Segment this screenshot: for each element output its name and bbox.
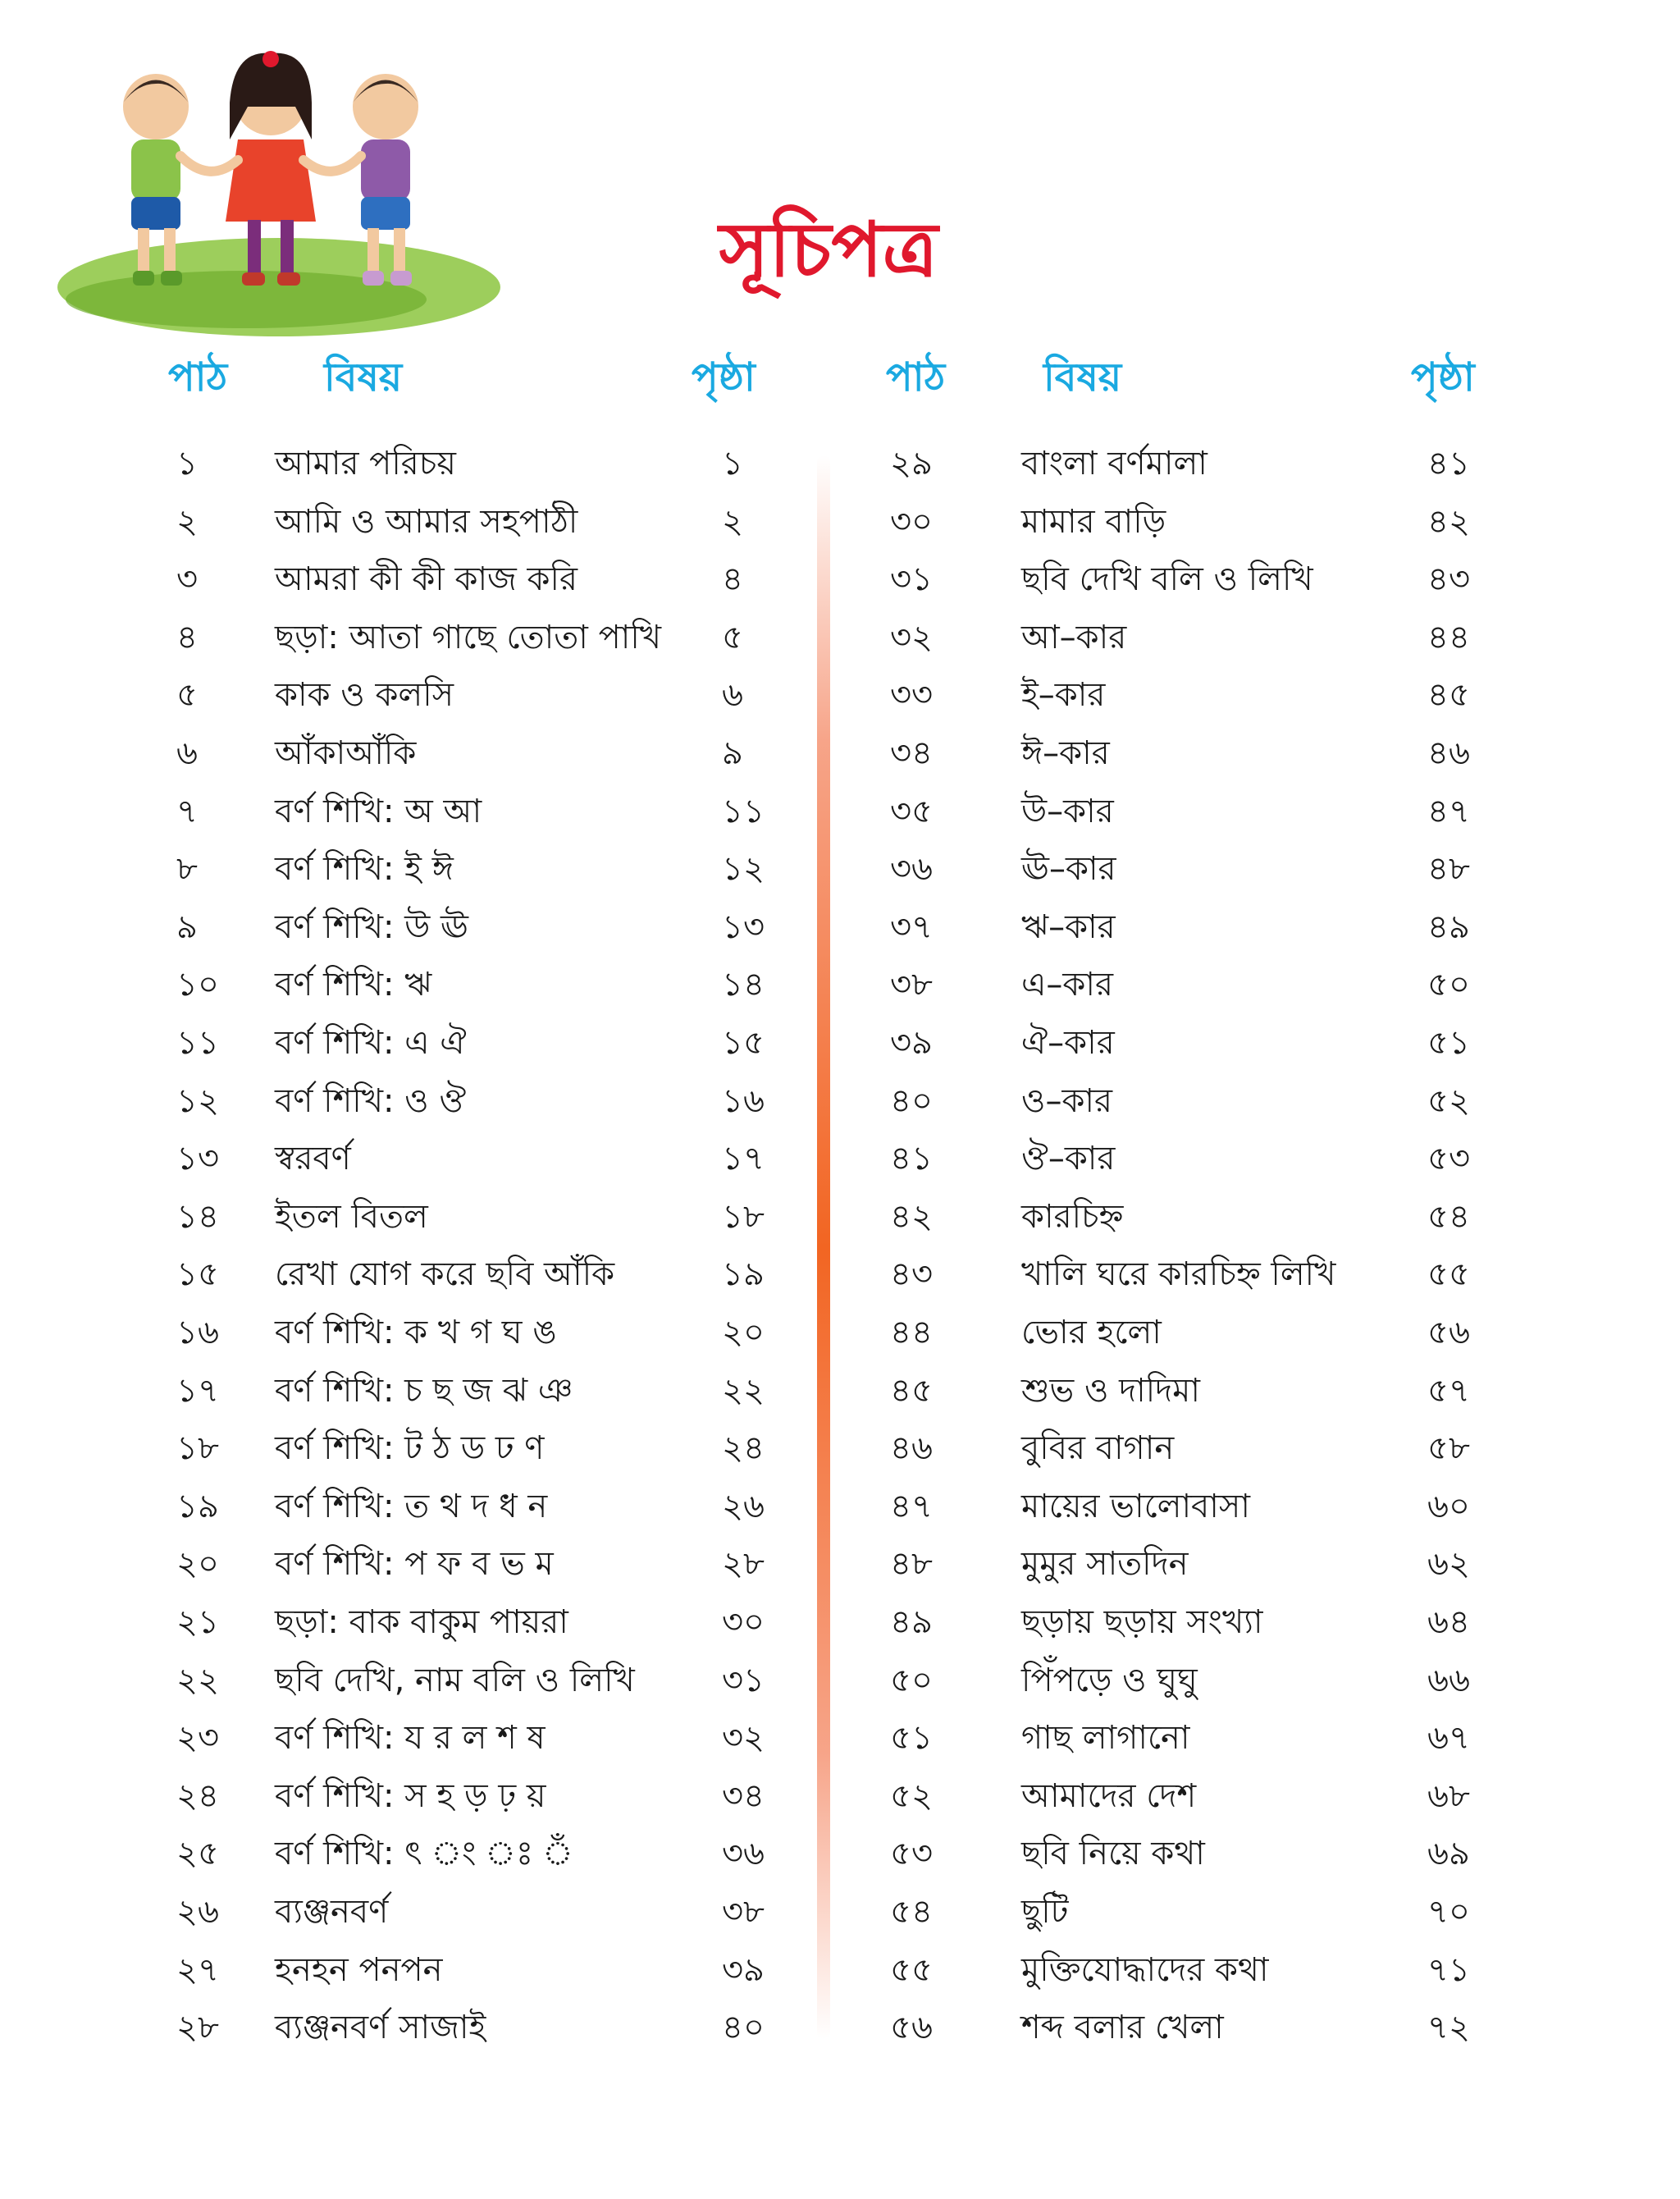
- page-number: ৬৭: [1427, 1719, 1471, 1758]
- contents-row: [176, 783, 800, 840]
- lesson-number: ২৪: [176, 1776, 219, 1815]
- lesson-number: ৪৩: [890, 1255, 933, 1294]
- lesson-subject: ছুটি: [1021, 1893, 1069, 1931]
- page-number: ৫৫: [1427, 1255, 1470, 1294]
- lesson-subject: বর্ণ শিখি: ৎ ং ঃ ঁ: [275, 1835, 573, 1873]
- lesson-subject: বর্ণ শিখি: এ ঐ: [275, 1024, 467, 1062]
- page-number: ১২: [722, 850, 765, 889]
- contents-row: [890, 1304, 1489, 1361]
- lesson-number: ৩: [176, 560, 199, 599]
- lesson-number: ৫১: [890, 1719, 933, 1758]
- page-number: ২২: [722, 1371, 765, 1410]
- lesson-number: ৪৬: [890, 1429, 933, 1468]
- lesson-number: ৩৫: [890, 792, 933, 830]
- page-number: ৬৬: [1427, 1661, 1471, 1699]
- page-number: ২৮: [722, 1545, 765, 1584]
- lesson-subject: ঈ–কার: [1021, 734, 1110, 772]
- lesson-number: ৪৭: [890, 1487, 933, 1525]
- contents-row: [176, 1420, 800, 1477]
- page-number: ২০: [722, 1314, 765, 1351]
- lesson-number: ২৮: [176, 2009, 219, 2047]
- lesson-number: ৪০: [890, 1081, 933, 1120]
- page-number: ৫১: [1427, 1024, 1470, 1062]
- lesson-subject: বর্ণ শিখি: চ ছ জ ঝ ঞ: [275, 1371, 573, 1410]
- contents-row: [890, 1478, 1489, 1535]
- lesson-number: ৬: [176, 734, 199, 772]
- contents-row: [176, 956, 800, 1013]
- lesson-number: ২: [176, 502, 199, 541]
- contents-row: [176, 725, 800, 782]
- contents-row: [176, 1825, 800, 1882]
- page-title: সূচিপত্র: [719, 206, 938, 294]
- lesson-number: ২৬: [176, 1893, 220, 1931]
- page-number: ৬২: [1427, 1545, 1471, 1584]
- page-number: ১৩: [722, 907, 765, 946]
- contents-row: [176, 1709, 800, 1767]
- lesson-subject: কাক ও কলসি: [275, 676, 454, 715]
- page-number: ৫৪: [1427, 1197, 1470, 1236]
- contents-row: [890, 956, 1489, 1013]
- page-number: ৪৭: [1427, 792, 1470, 830]
- lesson-subject: বর্ণ শিখি: উ ঊ: [275, 907, 469, 946]
- contents-row: [176, 1362, 800, 1420]
- lesson-subject: ব্যঞ্জনবর্ণ: [275, 1893, 389, 1931]
- lesson-subject: আমি ও আমার সহপাঠী: [275, 502, 578, 541]
- lesson-subject: বর্ণ শিখি: ট ঠ ড ঢ ণ: [275, 1429, 545, 1468]
- page-number: ৪৮: [1427, 850, 1470, 889]
- page-number: ৫৩: [1427, 1140, 1470, 1178]
- contents-row: [890, 551, 1489, 608]
- contents-row: [890, 1072, 1489, 1130]
- contents-row: [890, 1941, 1489, 1999]
- page-number: ৪৩: [1427, 560, 1470, 599]
- lesson-subject: রেখা যোগ করে ছবি আঁকি: [275, 1255, 615, 1294]
- page-number: ৪২: [1427, 502, 1470, 541]
- lesson-subject: ঊ–কার: [1021, 850, 1116, 889]
- lesson-subject: মামার বাড়ি: [1021, 502, 1166, 541]
- contents-row: [890, 1246, 1489, 1303]
- contents-row: [890, 1130, 1489, 1187]
- contents-row: [890, 725, 1489, 782]
- lesson-subject: আমাদের দেশ: [1021, 1776, 1197, 1815]
- contents-row: [176, 1883, 800, 1941]
- lesson-subject: কারচিহ্ন: [1021, 1197, 1124, 1236]
- lesson-number: ২১: [176, 1603, 219, 1641]
- contents-row: [890, 1767, 1489, 1825]
- lesson-subject: বর্ণ শিখি: স হ ড় ঢ় য়: [275, 1776, 546, 1815]
- page-number: ৯: [722, 734, 743, 772]
- page-number: ৪৬: [1427, 734, 1470, 772]
- page-number: ৪: [722, 560, 743, 599]
- lesson-subject: আঁকাআঁকি: [275, 734, 417, 772]
- contents-row: [176, 1535, 800, 1593]
- contents-row: [176, 1478, 800, 1535]
- lesson-subject: হনহন পনপন: [275, 1950, 443, 1989]
- contents-row: [176, 898, 800, 956]
- lesson-subject: খালি ঘরে কারচিহ্ন লিখি: [1021, 1255, 1336, 1294]
- contents-row: [176, 1072, 800, 1130]
- contents-row: [890, 783, 1489, 840]
- page-number: ৩৯: [722, 1950, 765, 1989]
- lesson-subject: মায়ের ভালোবাসা: [1021, 1487, 1250, 1525]
- page-number: ২: [722, 502, 744, 541]
- contents-row: [890, 1999, 1489, 2056]
- lesson-number: ৫২: [890, 1776, 933, 1815]
- lesson-subject: ছবি দেখি, নাম বলি ও লিখি: [275, 1661, 635, 1699]
- lesson-subject: বর্ণ শিখি: ঋ: [275, 966, 432, 1004]
- lesson-number: ৫: [176, 676, 198, 715]
- lesson-number: ৩৪: [890, 734, 933, 772]
- lesson-subject: বর্ণ শিখি: ত থ দ ধ ন: [275, 1487, 548, 1525]
- lesson-subject: শুভ ও দাদিমা: [1021, 1371, 1200, 1410]
- page-number: ৪০: [722, 2009, 765, 2047]
- page-number: ২৬: [722, 1487, 765, 1525]
- lesson-subject: মুক্তিযোদ্ধাদের কথা: [1021, 1950, 1269, 1989]
- lesson-subject: স্বরবর্ণ: [275, 1140, 351, 1178]
- contents-row: [176, 1941, 800, 1999]
- lesson-subject: পিঁপড়ে ও ঘুঘু: [1021, 1661, 1198, 1699]
- lesson-number: ৫০: [890, 1661, 933, 1699]
- lesson-subject: বর্ণ শিখি: য র ল শ ষ: [275, 1719, 546, 1758]
- page-number: ৫২: [1427, 1081, 1470, 1120]
- lesson-subject: ছড়া: বাক বাকুম পায়রা: [275, 1603, 568, 1641]
- contents-row: [890, 1362, 1489, 1420]
- contents-row: [176, 1767, 800, 1825]
- lesson-number: ৪: [176, 618, 198, 656]
- page-number: ১৪: [722, 966, 765, 1004]
- lesson-subject: গাছ লাগানো: [1021, 1719, 1190, 1758]
- contents-row: [890, 1014, 1489, 1072]
- lesson-subject: ঔ–কার: [1021, 1140, 1116, 1178]
- lesson-number: ১৪: [176, 1197, 219, 1236]
- lesson-number: ২৭: [176, 1950, 220, 1989]
- lesson-number: ১২: [176, 1081, 219, 1120]
- contents-row: [890, 1420, 1489, 1477]
- page-number: ৫৮: [1427, 1429, 1470, 1468]
- page-number: ৪৫: [1427, 676, 1470, 715]
- column-divider: [817, 455, 830, 2039]
- lesson-subject: মুমুর সাতদিন: [1021, 1545, 1189, 1584]
- lesson-number: ১৩: [176, 1140, 219, 1178]
- contents-row: [890, 1883, 1489, 1941]
- lesson-number: ১১: [176, 1024, 219, 1062]
- lesson-number: ২২: [176, 1661, 220, 1699]
- contents-row: [176, 666, 800, 724]
- lesson-number: ১০: [176, 966, 219, 1004]
- contents-row: [176, 1188, 800, 1246]
- page-number: ২৪: [722, 1429, 765, 1468]
- header-lesson-right: পাঠ: [886, 354, 946, 400]
- contents-row: [176, 1999, 800, 2056]
- contents-row: [176, 1593, 800, 1651]
- lesson-number: ১৯: [176, 1487, 219, 1525]
- lesson-subject: আমরা কী কী কাজ করি: [275, 560, 578, 599]
- contents-row: [176, 1652, 800, 1709]
- lesson-number: ১: [176, 445, 198, 482]
- page-number: ৩৮: [722, 1893, 765, 1931]
- lesson-number: ৮: [176, 850, 198, 889]
- lesson-subject: বুবির বাগান: [1021, 1429, 1175, 1468]
- page-number: ৬৪: [1427, 1603, 1470, 1641]
- lesson-number: ৭: [176, 792, 199, 830]
- lesson-subject: আমার পরিচয়: [275, 445, 456, 482]
- lesson-number: ৩৯: [890, 1024, 933, 1062]
- contents-row: [890, 609, 1489, 666]
- lesson-number: ২০: [176, 1545, 220, 1584]
- lesson-subject: ও–কার: [1021, 1081, 1113, 1120]
- contents-row: [176, 1014, 800, 1072]
- lesson-number: ২৯: [890, 445, 933, 482]
- lesson-subject: ব্যঞ্জনবর্ণ সাজাই: [275, 2009, 486, 2047]
- lesson-subject: ছবি দেখি বলি ও লিখি: [1021, 560, 1313, 599]
- lesson-number: ৩২: [890, 618, 934, 656]
- page-number: ১: [722, 445, 743, 482]
- lesson-number: ৪২: [890, 1197, 933, 1236]
- lesson-number: ৩০: [890, 502, 934, 541]
- contents-row: [890, 1709, 1489, 1767]
- page-number: ১৭: [722, 1140, 765, 1178]
- page-number: ৩৬: [722, 1835, 765, 1873]
- header-subject-right: বিষয়: [1043, 354, 1122, 400]
- contents-row: [890, 666, 1489, 724]
- page-number: ৩৪: [722, 1776, 765, 1815]
- contents-row: [890, 493, 1489, 551]
- contents-row: [176, 1304, 800, 1361]
- page-number: ৭২: [1427, 2009, 1471, 2047]
- page-number: ৬: [722, 676, 744, 715]
- lesson-subject: ছড়া: আতা গাছে তোতা পাখি: [275, 618, 662, 656]
- page-number: ৫০: [1427, 966, 1470, 1004]
- contents-row: [890, 1825, 1489, 1882]
- lesson-number: ৩১: [890, 560, 933, 599]
- lesson-subject: ঐ–কার: [1021, 1024, 1115, 1062]
- page-number: ৩০: [722, 1603, 765, 1641]
- contents-row: [890, 1593, 1489, 1651]
- lesson-subject: উ–কার: [1021, 792, 1114, 830]
- lesson-number: ১৮: [176, 1429, 219, 1468]
- lesson-subject: বর্ণ শিখি: ক খ গ ঘ ঙ: [275, 1314, 557, 1351]
- page-number: ৩১: [722, 1661, 765, 1699]
- lesson-subject: বাংলা বর্ণমালা: [1021, 445, 1208, 482]
- header-page-left: পৃষ্ঠা: [692, 354, 756, 400]
- lesson-subject: ইতল বিতল: [275, 1197, 428, 1236]
- page-number: ১৫: [722, 1024, 765, 1062]
- lesson-subject: ঋ–কার: [1021, 907, 1116, 946]
- page-number: ৭০: [1427, 1893, 1471, 1931]
- lesson-number: ২৫: [176, 1835, 219, 1873]
- lesson-number: ৫৪: [890, 1893, 933, 1931]
- lesson-number: ৪৯: [890, 1603, 933, 1641]
- header-subject-left: বিষয়: [324, 354, 403, 400]
- lesson-subject: ভোর হলো: [1021, 1314, 1162, 1351]
- contents-row: [890, 1188, 1489, 1246]
- contents-row: [890, 435, 1489, 492]
- page-number: ৬৯: [1427, 1835, 1470, 1873]
- lesson-number: ৩৮: [890, 966, 933, 1004]
- contents-row: [176, 609, 800, 666]
- lesson-subject: ছবি নিয়ে কথা: [1021, 1835, 1205, 1873]
- lesson-subject: বর্ণ শিখি: প ফ ব ভ ম: [275, 1545, 554, 1584]
- contents-row: [176, 551, 800, 608]
- header-page-right: পৃষ্ঠা: [1411, 354, 1475, 400]
- page-number: ৪১: [1427, 445, 1470, 482]
- lesson-number: ৫৩: [890, 1835, 933, 1873]
- page-number: ১১: [722, 792, 765, 830]
- lesson-subject: ছড়ায় ছড়ায় সংখ্যা: [1021, 1603, 1263, 1641]
- lesson-number: ৩৭: [890, 907, 934, 946]
- lesson-subject: এ–কার: [1021, 966, 1114, 1004]
- page-number: ৫৭: [1427, 1371, 1470, 1410]
- lesson-number: ১৬: [176, 1314, 219, 1351]
- page-number: ১৮: [722, 1197, 765, 1236]
- lesson-number: ৪৪: [890, 1314, 933, 1351]
- page-number: ৩২: [722, 1719, 765, 1758]
- page-number: ১৬: [722, 1081, 765, 1120]
- page-number: ৬০: [1427, 1487, 1471, 1525]
- lesson-subject: বর্ণ শিখি: ও ঔ: [275, 1081, 467, 1120]
- lesson-number: ৪৫: [890, 1371, 933, 1410]
- page-number: ৭১: [1427, 1950, 1470, 1989]
- contents-row: [890, 1535, 1489, 1593]
- lesson-subject: বর্ণ শিখি: অ আ: [275, 792, 482, 830]
- contents-row: [176, 493, 800, 551]
- lesson-number: ৫৬: [890, 2009, 933, 2047]
- page-number: ৬৮: [1427, 1776, 1470, 1815]
- lesson-subject: ই–কার: [1021, 676, 1106, 715]
- lesson-subject: আ–কার: [1021, 618, 1127, 656]
- lesson-number: ৩৩: [890, 676, 934, 715]
- page-number: ৪৪: [1427, 618, 1470, 656]
- lesson-number: ৪৮: [890, 1545, 933, 1584]
- page-number: ১৯: [722, 1255, 765, 1294]
- contents-row: [176, 435, 800, 492]
- contents-row: [176, 1130, 800, 1187]
- lesson-number: ২৩: [176, 1719, 220, 1758]
- contents-row: [890, 1652, 1489, 1709]
- lesson-subject: শব্দ বলার খেলা: [1021, 2009, 1224, 2047]
- contents-row: [176, 840, 800, 898]
- lesson-subject: বর্ণ শিখি: ই ঈ: [275, 850, 454, 889]
- lesson-number: ১৭: [176, 1371, 219, 1410]
- contents-row: [176, 1246, 800, 1303]
- contents-row: [890, 898, 1489, 956]
- lesson-number: ৫৫: [890, 1950, 933, 1989]
- lesson-number: ৩৬: [890, 850, 934, 889]
- page-number: ৪৯: [1427, 907, 1470, 946]
- contents-row: [890, 840, 1489, 898]
- header-lesson-left: পাঠ: [168, 354, 228, 400]
- page-number: ৫৬: [1427, 1314, 1470, 1351]
- lesson-number: ৯: [176, 907, 198, 946]
- lesson-number: ১৫: [176, 1255, 219, 1294]
- lesson-number: ৪১: [890, 1140, 933, 1178]
- page-number: ৫: [722, 618, 743, 656]
- children-illustration: [33, 25, 500, 336]
